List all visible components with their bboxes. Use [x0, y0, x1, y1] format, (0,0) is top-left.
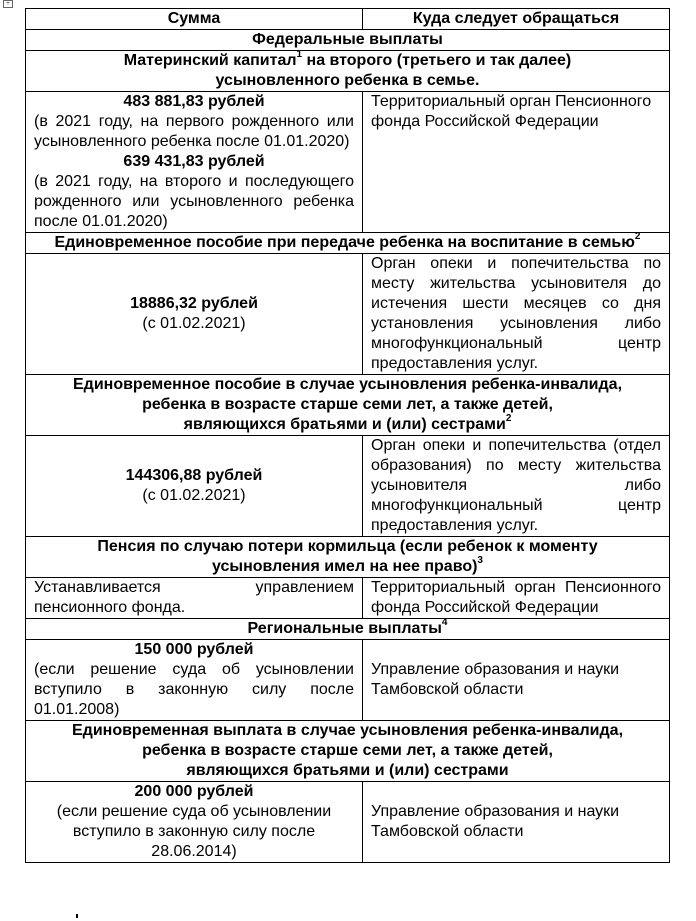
- regional-disabled-note-1: (если решение суда об усыновлении: [56, 803, 332, 820]
- lump-disabled-title: Единовременное пособие в случае усыновления ребенка-инвалида, ребенка в возрасте старше семи лет, а также детей, являющихся братьями и (или) сестрами$^2$: [26, 375, 670, 436]
- regional-disabled-row: [26, 782, 670, 863]
- regional-disabled-note-2: вступило в законную силу после: [72, 823, 316, 840]
- federal-section-title: Федеральные выплаты: [26, 30, 670, 51]
- pension-title-row: [26, 537, 670, 578]
- maternity-amount-1: 483 881,83 рублей: [123, 93, 265, 110]
- lump-disabled-where: Орган опеки и попечительства (отдел образования) по месту жительства усыновителя либо многофункциональный центр предоставления услуг.: [363, 436, 670, 537]
- payments-table: [25, 8, 670, 863]
- lump-family-amount: 18886,32 рублей: [130, 295, 258, 312]
- pension-where: Территориальный орган Пенсионного фонда Российской Федерации: [363, 578, 670, 619]
- maternity-amount-cell: [26, 92, 363, 233]
- regional-disabled-amount: 200 000 рублей: [134, 783, 254, 800]
- lump-disabled-amount: 144306,88 рублей: [125, 467, 263, 484]
- lump-family-title-row: [26, 233, 670, 254]
- maternity-amount-2: 639 431,83 рублей: [123, 153, 265, 170]
- lump-family-title: Единовременное пособие при передаче ребенка на воспитание в семью$^2$: [26, 233, 670, 254]
- regional-amount-cell: [26, 640, 363, 721]
- header-row: [26, 9, 670, 30]
- lump-family-amount-cell: [26, 254, 363, 375]
- lump-family-row: [26, 254, 670, 375]
- pension-title: Пенсия по случаю потери кормильца (если ребенок к моменту усыновления имел на нее право)$^3$: [26, 537, 670, 578]
- maternity-note-1: (в 2021 году, на первого рожденного или усыновленного ребенка после 01.01.2020): [34, 113, 354, 150]
- regional-where: Управление образования и науки Тамбовской области: [363, 640, 670, 721]
- regional-disabled-note-3: 28.06.2014): [151, 843, 237, 860]
- regional-row: [26, 640, 670, 721]
- header-where: Куда следует обращаться: [363, 9, 670, 30]
- lump-family-date: (с 01.02.2021): [142, 315, 246, 332]
- table-move-handle-icon[interactable]: +: [3, 0, 13, 8]
- regional-disabled-title: Единовременная выплата в случае усыновления ребенка-инвалида, ребенка в возрасте старше семи лет, а также детей, являющихся братьями и (или) сестрами: [26, 721, 670, 782]
- regional-disabled-where: Управление образования и науки Тамбовской области: [363, 782, 670, 863]
- federal-section-row: [26, 30, 670, 51]
- regional-disabled-title-row: [26, 721, 670, 782]
- pension-amount: Устанавливается управлением пенсионного фонда.: [26, 578, 363, 619]
- maternity-title: Материнский капитал$^1$ на второго (третьего и так далее) усыновленного ребенка в семье.: [26, 51, 670, 92]
- maternity-note-2: (в 2021 году, на второго и последующего рожденного или усыновленного ребенка после 01.01.2020): [34, 173, 354, 230]
- regional-note: (если решение суда об усыновлении вступило в законную силу после 01.01.2008): [34, 661, 354, 718]
- maternity-where: Территориальный орган Пенсионного фонда Российской Федерации: [363, 92, 670, 233]
- lump-disabled-date: (с 01.02.2021): [142, 487, 246, 504]
- regional-disabled-amount-cell: [26, 782, 363, 863]
- regional-section-title: Региональные выплаты$^4$: [26, 619, 670, 640]
- lump-disabled-title-row: [26, 375, 670, 436]
- maternity-row: [26, 92, 670, 233]
- lump-disabled-amount-cell: [26, 436, 363, 537]
- header-amount: Сумма: [26, 9, 363, 30]
- lump-family-where: Орган опеки и попечительства по месту жительства усыновителя до истечения шести месяцев со дня установления усыновления либо многофункциональный центр предоставления услуг.: [363, 254, 670, 375]
- maternity-title-row: [26, 51, 670, 92]
- bottom-mark: [76, 914, 78, 918]
- regional-amount: 150 000 рублей: [134, 641, 254, 658]
- lump-disabled-row: [26, 436, 670, 537]
- regional-section-row: [26, 619, 670, 640]
- pension-row: [26, 578, 670, 619]
